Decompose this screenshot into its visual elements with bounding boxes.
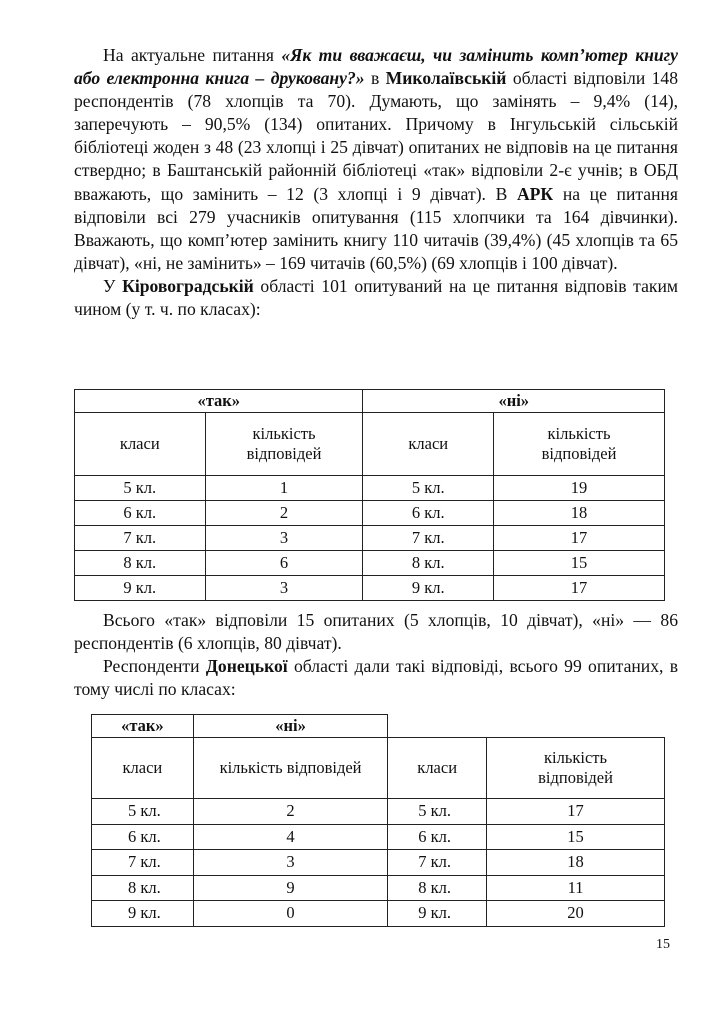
text-span: У	[103, 275, 123, 296]
table-donetsk	[91, 714, 665, 927]
cell-count: 9	[193, 875, 387, 901]
header-yes: «так»	[75, 390, 363, 413]
cell-count: 2	[193, 799, 387, 825]
col-header-count: кількість відповідей	[205, 413, 363, 476]
cell-class: 7 кл.	[363, 526, 494, 551]
cell-count: 3	[205, 526, 363, 551]
cell-count: 4	[193, 824, 387, 850]
text-span: Респонденти	[103, 656, 206, 677]
paragraph-kirovohrad	[74, 275, 678, 321]
cell-count: 3	[205, 576, 363, 601]
cell-class: 6 кл.	[75, 501, 206, 526]
table-row	[75, 551, 665, 576]
table-row	[75, 501, 665, 526]
cell-count: 18	[487, 850, 665, 876]
cell-class: 6 кл.	[388, 824, 487, 850]
cell-class: 5 кл.	[363, 476, 494, 501]
text-span: області дали такі відповіді, всього 99 опитаних, в тому числі по класах:	[74, 656, 678, 700]
cell-class: 5 кл.	[92, 799, 194, 825]
text-span: на це питання відповіли всі 279 учасників опитування (115 хлопчики та 164 дівчинки). Вважають, що комп’ютер замінить книгу 110 читачів (39,4%) (45 хлопців та 65 дівчат), «ні, не замінить» – 169 читачів (60,5%) (69 хлопців і 100 дівчат).	[74, 183, 678, 273]
col-header-count: кількість відповідей	[487, 738, 665, 799]
table-row	[92, 901, 665, 927]
header-no: «ні»	[193, 715, 387, 738]
cell-count: 1	[205, 476, 363, 501]
header-no: «ні»	[363, 390, 665, 413]
cell-count: 17	[494, 526, 665, 551]
empty-header-space	[388, 715, 665, 738]
table-row	[75, 576, 665, 601]
cell-count: 11	[487, 875, 665, 901]
cell-count: 18	[494, 501, 665, 526]
cell-count: 6	[205, 551, 363, 576]
region-name: АРК	[516, 183, 554, 204]
cell-count: 2	[205, 501, 363, 526]
page-text-middle	[74, 609, 678, 701]
cell-class: 7 кл.	[388, 850, 487, 876]
table-kirovohrad	[74, 389, 665, 601]
cell-class: 8 кл.	[363, 551, 494, 576]
cell-class: 6 кл.	[363, 501, 494, 526]
table-row	[75, 476, 665, 501]
cell-count: 17	[487, 799, 665, 825]
page-number: 15	[656, 937, 670, 952]
paragraph-total-kirovohrad: Всього «так» відповіли 15 опитаних (5 хлопців, 10 дівчат), «ні» — 86 респондентів (6 хлопців, 80 дівчат).	[74, 610, 678, 654]
cell-class: 6 кл.	[92, 824, 194, 850]
cell-class: 9 кл.	[388, 901, 487, 927]
cell-class: 9 кл.	[75, 576, 206, 601]
text-span: в	[364, 68, 386, 89]
cell-count: 20	[487, 901, 665, 927]
col-header-class: класи	[388, 738, 487, 799]
table-row	[92, 875, 665, 901]
region-name: Миколаївській	[385, 68, 507, 89]
col-header-class: класи	[75, 413, 206, 476]
cell-class: 8 кл.	[388, 875, 487, 901]
text-span: На актуальне питання	[103, 45, 282, 65]
cell-class: 8 кл.	[75, 551, 206, 576]
cell-count: 15	[487, 824, 665, 850]
col-header-class: класи	[92, 738, 194, 799]
cell-class: 9 кл.	[92, 901, 194, 927]
region-name: Донецької	[205, 656, 288, 677]
text-span: області 101 опитуваний на це питання відповів таким чином (у т. ч. по класах):	[74, 275, 678, 320]
header-yes: «так»	[92, 715, 194, 738]
paragraph-donetsk	[74, 655, 678, 701]
region-name: Кіровоградській	[122, 275, 254, 296]
col-header-count: кількість відповідей	[494, 413, 665, 476]
cell-count: 17	[494, 576, 665, 601]
col-header-class: класи	[363, 413, 494, 476]
table-row	[75, 526, 665, 551]
survey-question: «Як ти вважаєш, чи замінить комп’ютер книгу або електронна книга – друковану?»	[74, 45, 678, 89]
cell-class: 7 кл.	[92, 850, 194, 876]
cell-count: 3	[193, 850, 387, 876]
text-span: області відповіли 148 респондентів (78 хлопців та 70). Думають, що замінять – 9,4% (14), заперечують – 90,5% (134) опитаних. Причому в Інгульській сільській бібліотеці жоден з 48 (23 хлопці і 25 дівчат) опитаних не відповів на це питання ствердно; в Баштанській районній бібліотеці «так» відповіли 2-є учнів; в ОБД вважають, що замінить – 12 (3 хлопці і 9 дівчат). В	[74, 68, 679, 204]
col-header-count: кількість відповідей	[193, 738, 387, 799]
cell-class: 9 кл.	[363, 576, 494, 601]
cell-count: 19	[494, 476, 665, 501]
paragraph-mykolaiv	[74, 44, 678, 275]
cell-count: 15	[494, 551, 665, 576]
cell-class: 5 кл.	[388, 799, 487, 825]
page-text-top	[74, 44, 678, 321]
cell-class: 8 кл.	[92, 875, 194, 901]
cell-count: 0	[193, 901, 387, 927]
table-row	[92, 824, 665, 850]
cell-class: 7 кл.	[75, 526, 206, 551]
table-row	[92, 799, 665, 825]
table-row	[92, 850, 665, 876]
cell-class: 5 кл.	[75, 476, 206, 501]
